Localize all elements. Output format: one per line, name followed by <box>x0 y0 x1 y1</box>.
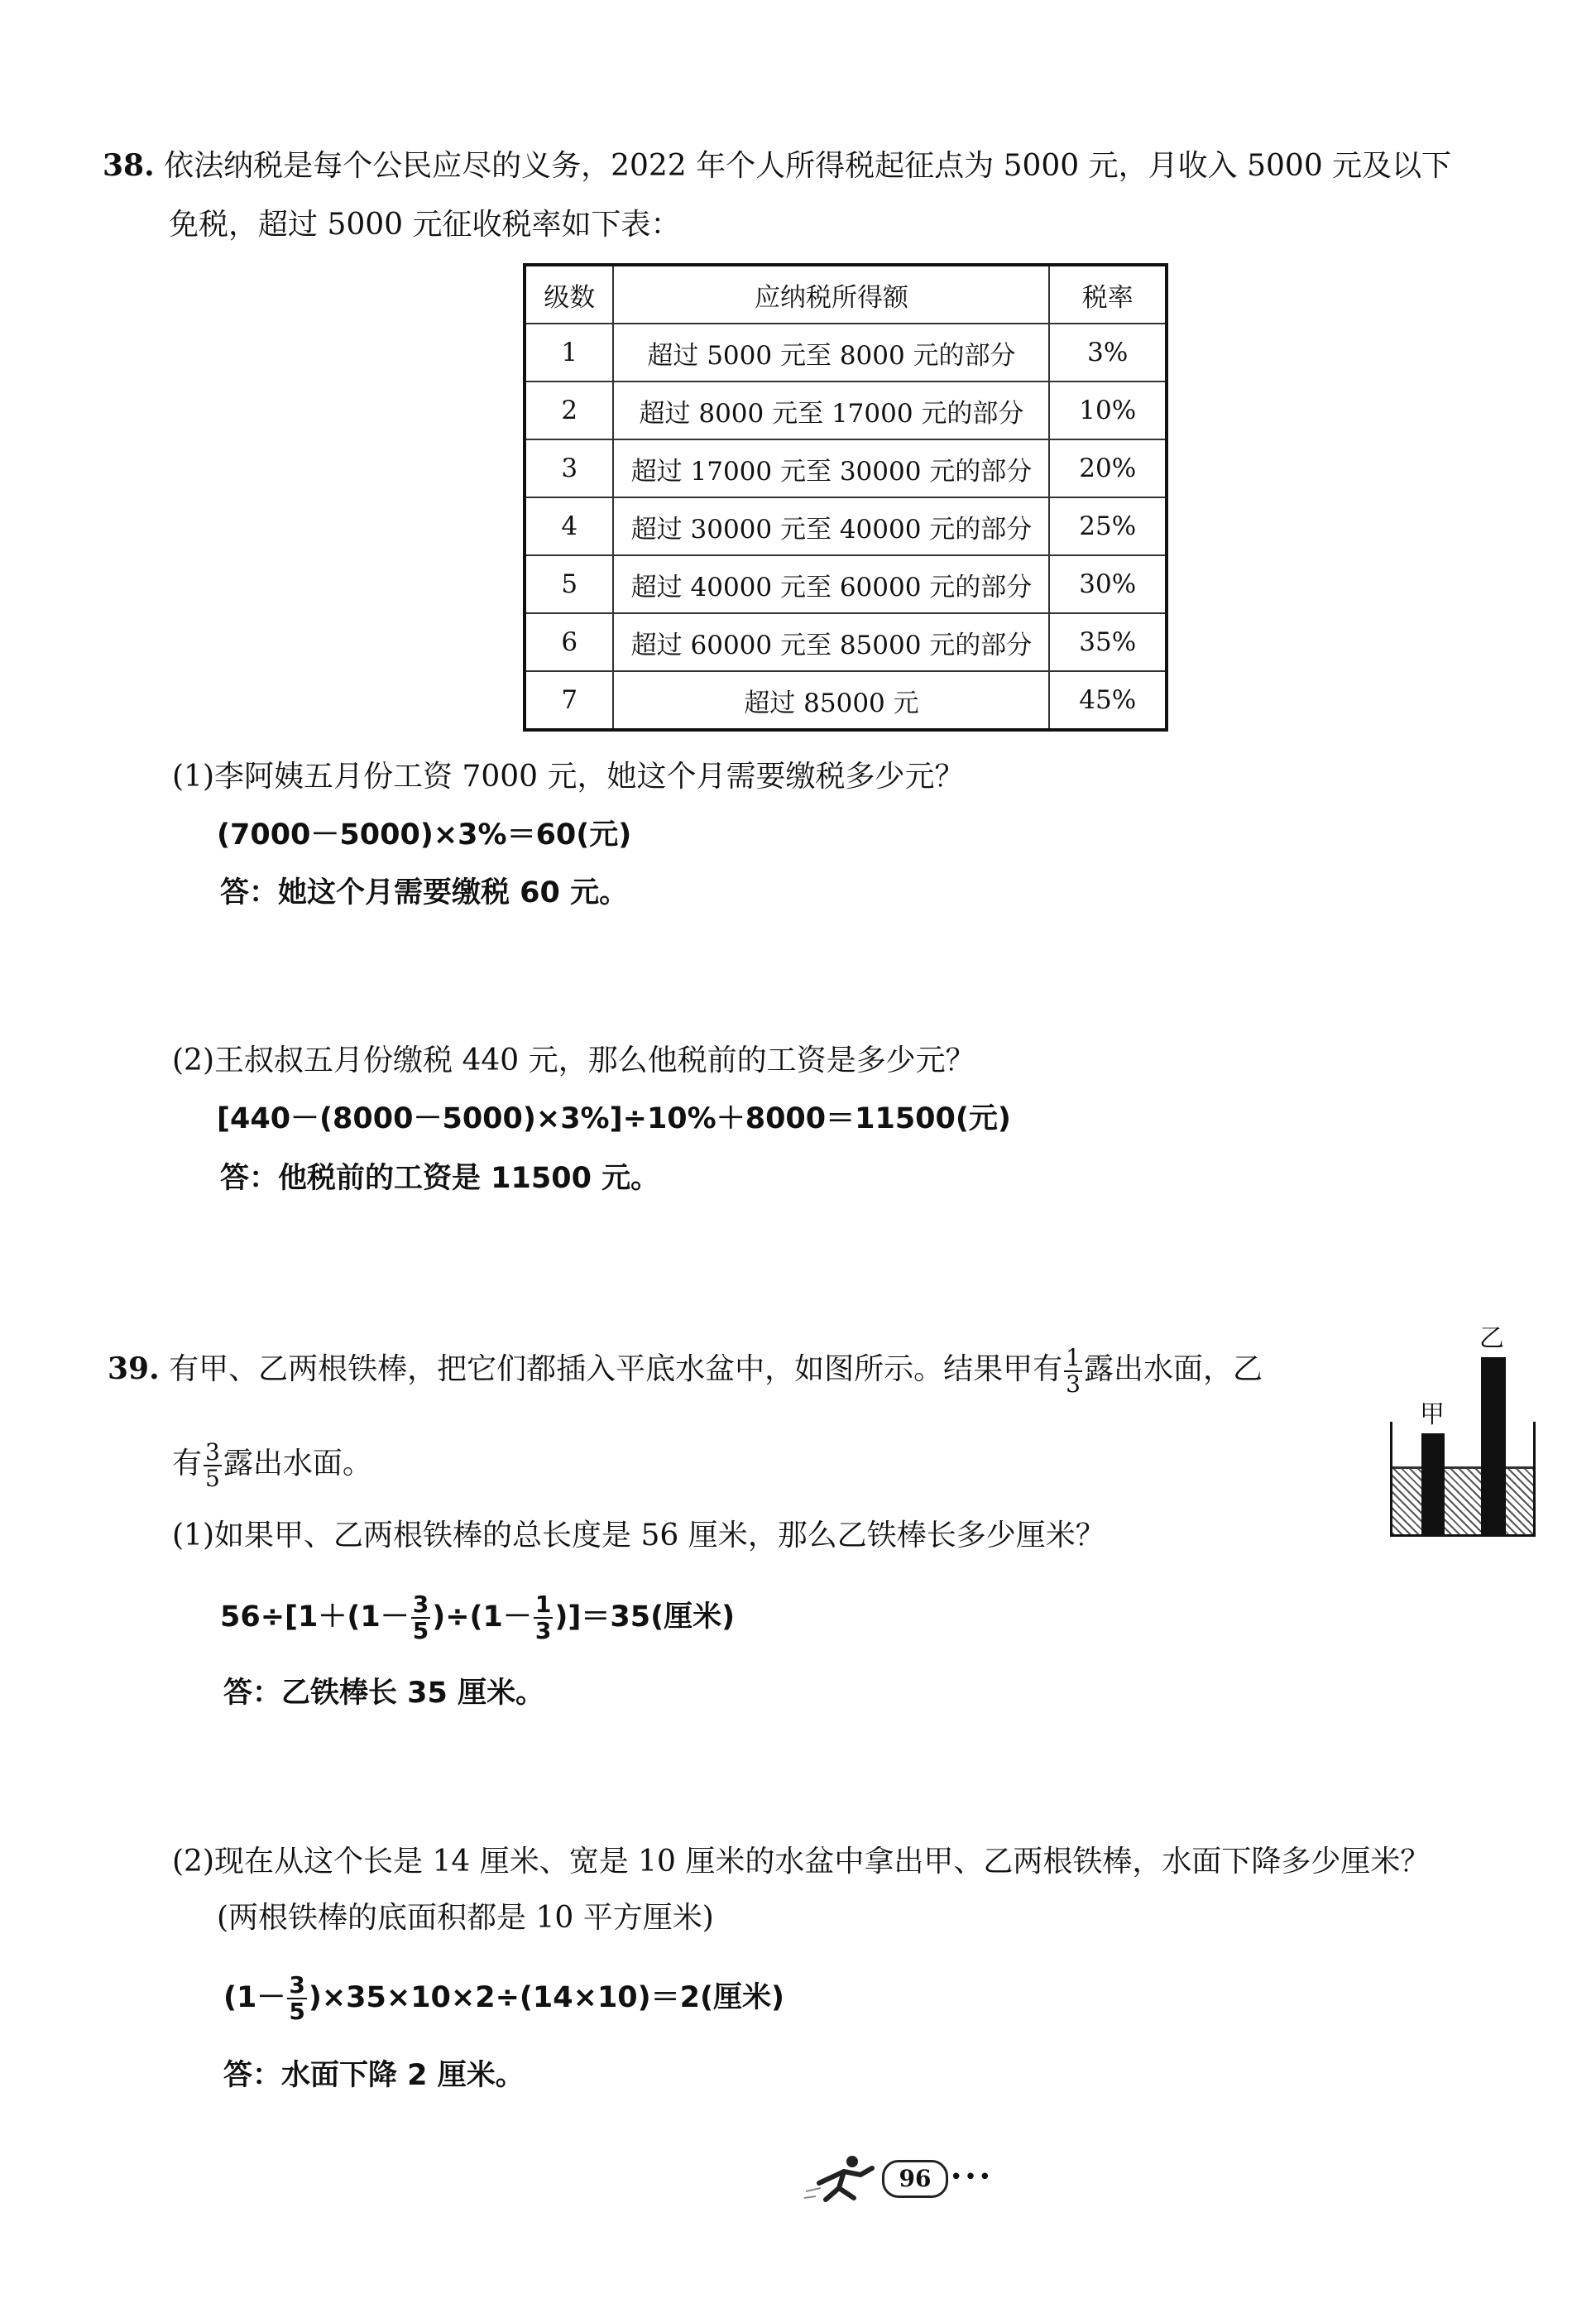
q38-intro-line2: 免税，超过 5000 元征收税率如下表： <box>169 208 681 242</box>
frac-den: 5 <box>205 1465 220 1492</box>
label-yi: 乙 <box>1479 1324 1504 1353</box>
table-cell: 5 <box>525 555 613 613</box>
table-cell: 超过 17000 元至 30000 元的部分 <box>613 439 1049 497</box>
q38-p1-question: (1)李阿姨五月份工资 7000 元，她这个月需要缴税多少元？ <box>172 760 965 794</box>
frac-den: 3 <box>1066 1370 1081 1398</box>
q39-line1 <box>108 1346 1263 1397</box>
table-cell: 45% <box>1049 671 1167 730</box>
rod-jia <box>1421 1433 1445 1534</box>
table-cell: 3 <box>525 439 613 497</box>
table-cell: 3% <box>1049 324 1167 382</box>
q39-p2-question-line1: (2)现在从这个长是 14 厘米、宽是 10 厘米的水盆中拿出甲、乙两根铁棒，水面下降多少厘米？ <box>172 1845 1431 1879</box>
label-jia: 甲 <box>1420 1400 1445 1429</box>
table-cell: 超过 8000 元至 17000 元的部分 <box>613 382 1049 439</box>
frac-num: 1 <box>1066 1344 1081 1371</box>
rod-yi <box>1481 1357 1506 1534</box>
table-cell: 20% <box>1049 439 1167 497</box>
table-cell: 超过 60000 元至 85000 元的部分 <box>613 613 1049 671</box>
q38-p1-answer: 答：她这个月需要缴税 60 元。 <box>220 876 629 909</box>
q38-p2-answer: 答：他税前的工资是 11500 元。 <box>220 1162 660 1195</box>
q39-line2-a: 有 <box>172 1447 203 1480</box>
q38-number: 38. <box>103 148 155 183</box>
q39-p2-answer: 答：水面下降 2 厘米。 <box>223 2059 525 2092</box>
work-part: )÷(1－ <box>432 1600 532 1634</box>
table-cell: 2 <box>525 382 613 439</box>
table-header: 税率 <box>1049 265 1167 324</box>
footer-dots: ••• <box>950 2165 994 2190</box>
frac-num: 3 <box>205 1438 220 1466</box>
table-cell: 超过 85000 元 <box>613 671 1049 730</box>
table-row <box>525 439 1167 497</box>
table-row <box>525 382 1167 439</box>
q39-intro-b: 露出水面，乙 <box>1083 1352 1263 1386</box>
table-cell: 超过 5000 元至 8000 元的部分 <box>613 324 1049 382</box>
frac-den: 3 <box>534 1617 552 1644</box>
fraction-three-fifths <box>287 1973 306 2024</box>
table-cell: 7 <box>525 671 613 730</box>
table-header-row <box>525 265 1167 324</box>
table-row <box>525 497 1167 555</box>
fraction-three-fifths <box>204 1440 222 1491</box>
runner-logo-icon <box>803 2150 882 2205</box>
work-part: (1－ <box>223 1981 286 2014</box>
q38-intro-line1: 依法纳税是每个公民应尽的义务，2022 年个人所得税起征点为 5000 元，月收入 5000 元及以下 <box>164 149 1452 183</box>
q38-line1 <box>103 146 1451 186</box>
table-row <box>525 671 1167 730</box>
table-cell: 超过 30000 元至 40000 元的部分 <box>613 497 1049 555</box>
frac-den: 5 <box>289 1998 305 2025</box>
fraction-one-third <box>534 1592 553 1644</box>
table-header: 应纳税所得额 <box>613 265 1049 324</box>
table-cell: 超过 40000 元至 60000 元的部分 <box>613 555 1049 613</box>
fraction-one-third <box>1064 1346 1082 1397</box>
table-cell: 30% <box>1049 555 1167 613</box>
tax-rate-table <box>523 263 1168 732</box>
table-row <box>525 555 1167 613</box>
work-part: 56÷[1＋(1－ <box>220 1600 410 1634</box>
table-cell: 4 <box>525 497 613 555</box>
table-cell: 6 <box>525 613 613 671</box>
frac-den: 5 <box>412 1617 429 1644</box>
q39-intro-a: 有甲、乙两根铁棒，把它们都插入平底水盆中，如图所示。结果甲有 <box>169 1352 1063 1386</box>
table-cell: 10% <box>1049 382 1167 439</box>
frac-num: 3 <box>289 1971 305 1999</box>
table-cell: 25% <box>1049 497 1167 555</box>
work-part: )]＝35(厘米) <box>554 1600 736 1634</box>
q39-number: 39. <box>108 1351 160 1386</box>
q39-p1-answer: 答：乙铁棒长 35 厘米。 <box>223 1677 545 1710</box>
fraction-three-fifths <box>411 1592 430 1644</box>
q38-p2-question: (2)王叔叔五月份缴税 440 元，那么他税前的工资是多少元？ <box>172 1044 975 1077</box>
table-row <box>525 613 1167 671</box>
table-header: 级数 <box>525 265 613 324</box>
table-cell: 1 <box>525 324 613 382</box>
q38-p1-work: (7000－5000)×3%＝60(元) <box>217 818 632 852</box>
q38-p2-work: [440－(8000－5000)×3%]÷10%＋8000＝11500(元) <box>217 1102 1011 1135</box>
frac-num: 1 <box>534 1591 552 1618</box>
table-cell: 35% <box>1049 613 1167 671</box>
q39-p2-work <box>223 1973 784 2024</box>
frac-num: 3 <box>412 1591 429 1618</box>
q39-line2 <box>172 1440 372 1491</box>
water-hatch <box>1392 1468 1533 1534</box>
page-number: 96 <box>882 2160 948 2198</box>
table-row <box>525 324 1167 382</box>
q39-p2-question-line2: (两根铁棒的底面积都是 10 平方厘米) <box>217 1901 714 1935</box>
water-surface <box>1392 1466 1533 1469</box>
q39-line2-b: 露出水面。 <box>223 1447 372 1480</box>
q39-p1-work <box>220 1592 735 1644</box>
work-part: )×35×10×2÷(14×10)＝2(厘米) <box>308 1981 784 2014</box>
q39-p1-question: (1)如果甲、乙两根铁棒的总长度是 56 厘米，那么乙铁棒长多少厘米？ <box>172 1519 1105 1552</box>
